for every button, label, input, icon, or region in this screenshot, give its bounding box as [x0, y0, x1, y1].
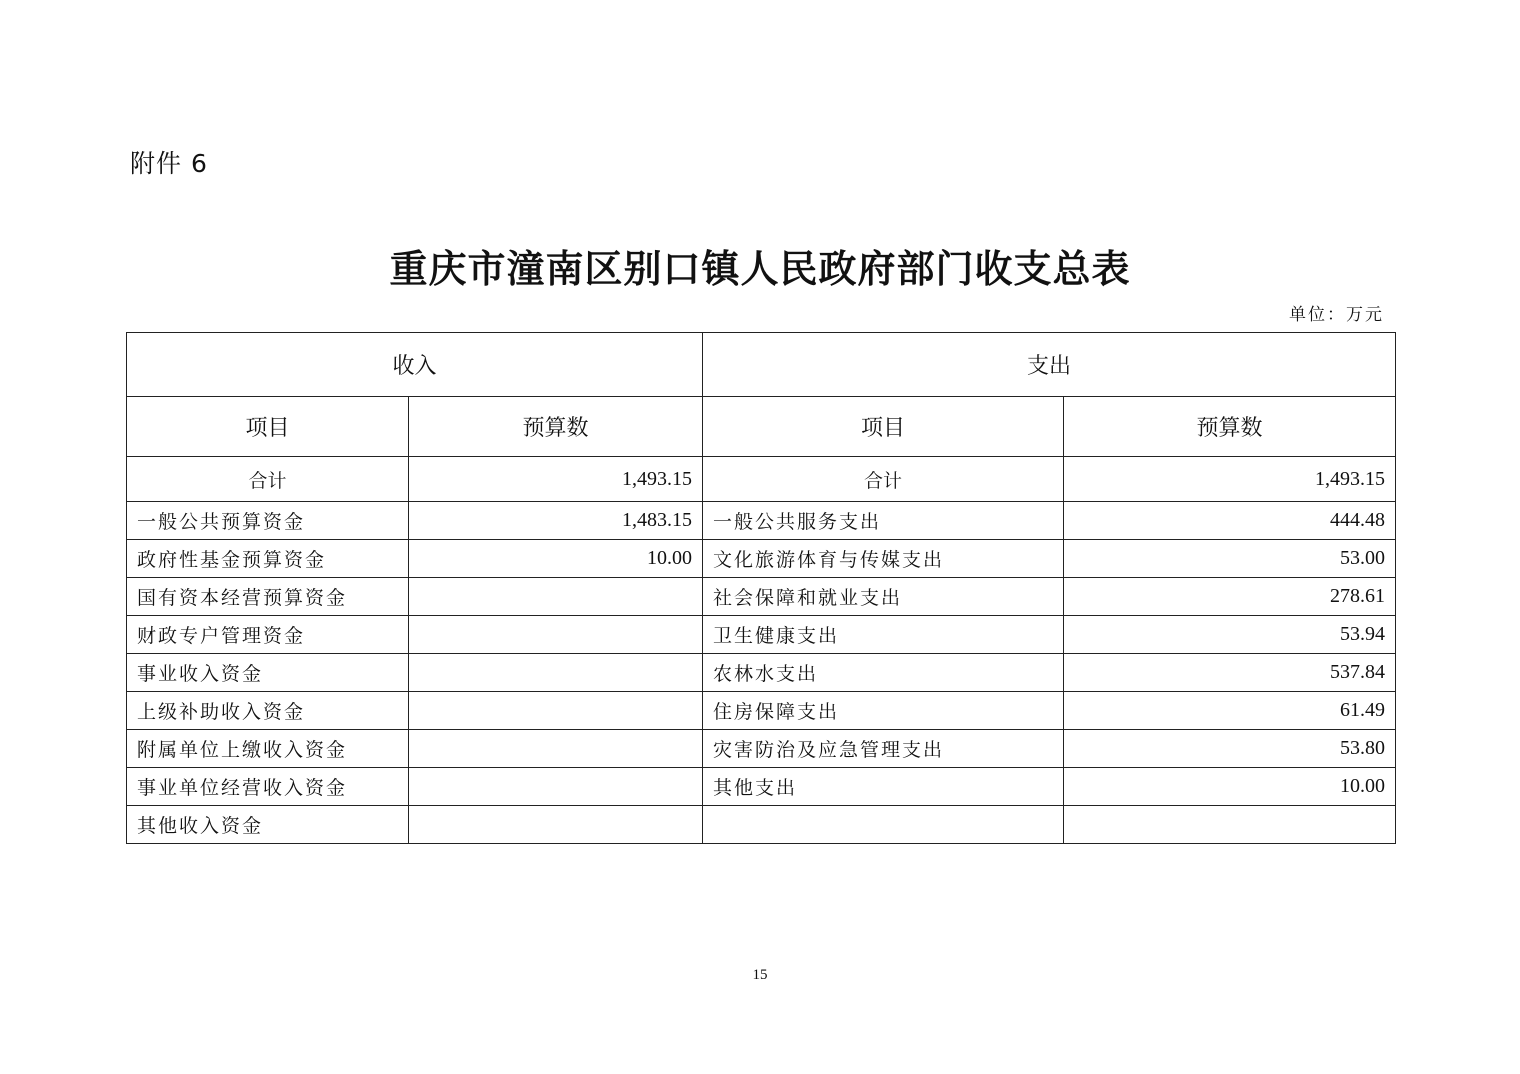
income-item: 政府性基金预算资金: [127, 540, 409, 578]
income-item: 一般公共预算资金: [127, 502, 409, 540]
income-value: [409, 768, 703, 806]
income-value: [409, 692, 703, 730]
expense-item: 文化旅游体育与传媒支出: [703, 540, 1064, 578]
income-value: [409, 806, 703, 844]
income-total-label: 合计: [127, 457, 409, 502]
table-row: [127, 540, 1396, 578]
expense-item-header: 项目: [703, 397, 1064, 457]
expense-value: 278.61: [1064, 578, 1396, 616]
income-item: 事业单位经营收入资金: [127, 768, 409, 806]
page-title: 重庆市潼南区别口镇人民政府部门收支总表: [389, 246, 1131, 291]
income-item: 附属单位上缴收入资金: [127, 730, 409, 768]
income-value: [409, 616, 703, 654]
unit-label: 单位：万元: [1289, 305, 1384, 325]
income-value: 1,483.15: [409, 502, 703, 540]
table-row: [127, 692, 1396, 730]
expense-value: 444.48: [1064, 502, 1396, 540]
income-item: 其他收入资金: [127, 806, 409, 844]
page-number: 15: [752, 967, 768, 983]
expense-item: 其他支出: [703, 768, 1064, 806]
income-group-header: 收入: [127, 333, 703, 397]
income-budget-header: 预算数: [409, 397, 703, 457]
income-value: [409, 730, 703, 768]
expense-value: 10.00: [1064, 768, 1396, 806]
expense-value: 53.80: [1064, 730, 1396, 768]
income-value: 10.00: [409, 540, 703, 578]
expense-item: 一般公共服务支出: [703, 502, 1064, 540]
expense-budget-header: 预算数: [1064, 397, 1396, 457]
expense-value: [1064, 806, 1396, 844]
column-header-row: [127, 397, 1396, 457]
table-row: [127, 654, 1396, 692]
income-value: [409, 578, 703, 616]
expense-item: 农林水支出: [703, 654, 1064, 692]
table-row: [127, 616, 1396, 654]
total-row: [127, 457, 1396, 502]
expense-item: 卫生健康支出: [703, 616, 1064, 654]
income-item: 国有资本经营预算资金: [127, 578, 409, 616]
expense-total-value: 1,493.15: [1064, 457, 1396, 502]
budget-summary-table: [126, 332, 1396, 844]
table-row: [127, 730, 1396, 768]
expense-value: 53.94: [1064, 616, 1396, 654]
table-row: [127, 806, 1396, 844]
income-item: 上级补助收入资金: [127, 692, 409, 730]
expense-total-label: 合计: [703, 457, 1064, 502]
table-row: [127, 502, 1396, 540]
expense-value: 53.00: [1064, 540, 1396, 578]
expense-item: 灾害防治及应急管理支出: [703, 730, 1064, 768]
attachment-label: 附件 6: [130, 149, 208, 178]
group-header-row: [127, 333, 1396, 397]
table-row: [127, 768, 1396, 806]
table-row: [127, 578, 1396, 616]
income-total-value: 1,493.15: [409, 457, 703, 502]
expense-item: 社会保障和就业支出: [703, 578, 1064, 616]
income-value: [409, 654, 703, 692]
expense-value: 537.84: [1064, 654, 1396, 692]
expense-group-header: 支出: [703, 333, 1396, 397]
income-item: 财政专户管理资金: [127, 616, 409, 654]
expense-item: [703, 806, 1064, 844]
expense-value: 61.49: [1064, 692, 1396, 730]
income-item-header: 项目: [127, 397, 409, 457]
expense-item: 住房保障支出: [703, 692, 1064, 730]
income-item: 事业收入资金: [127, 654, 409, 692]
